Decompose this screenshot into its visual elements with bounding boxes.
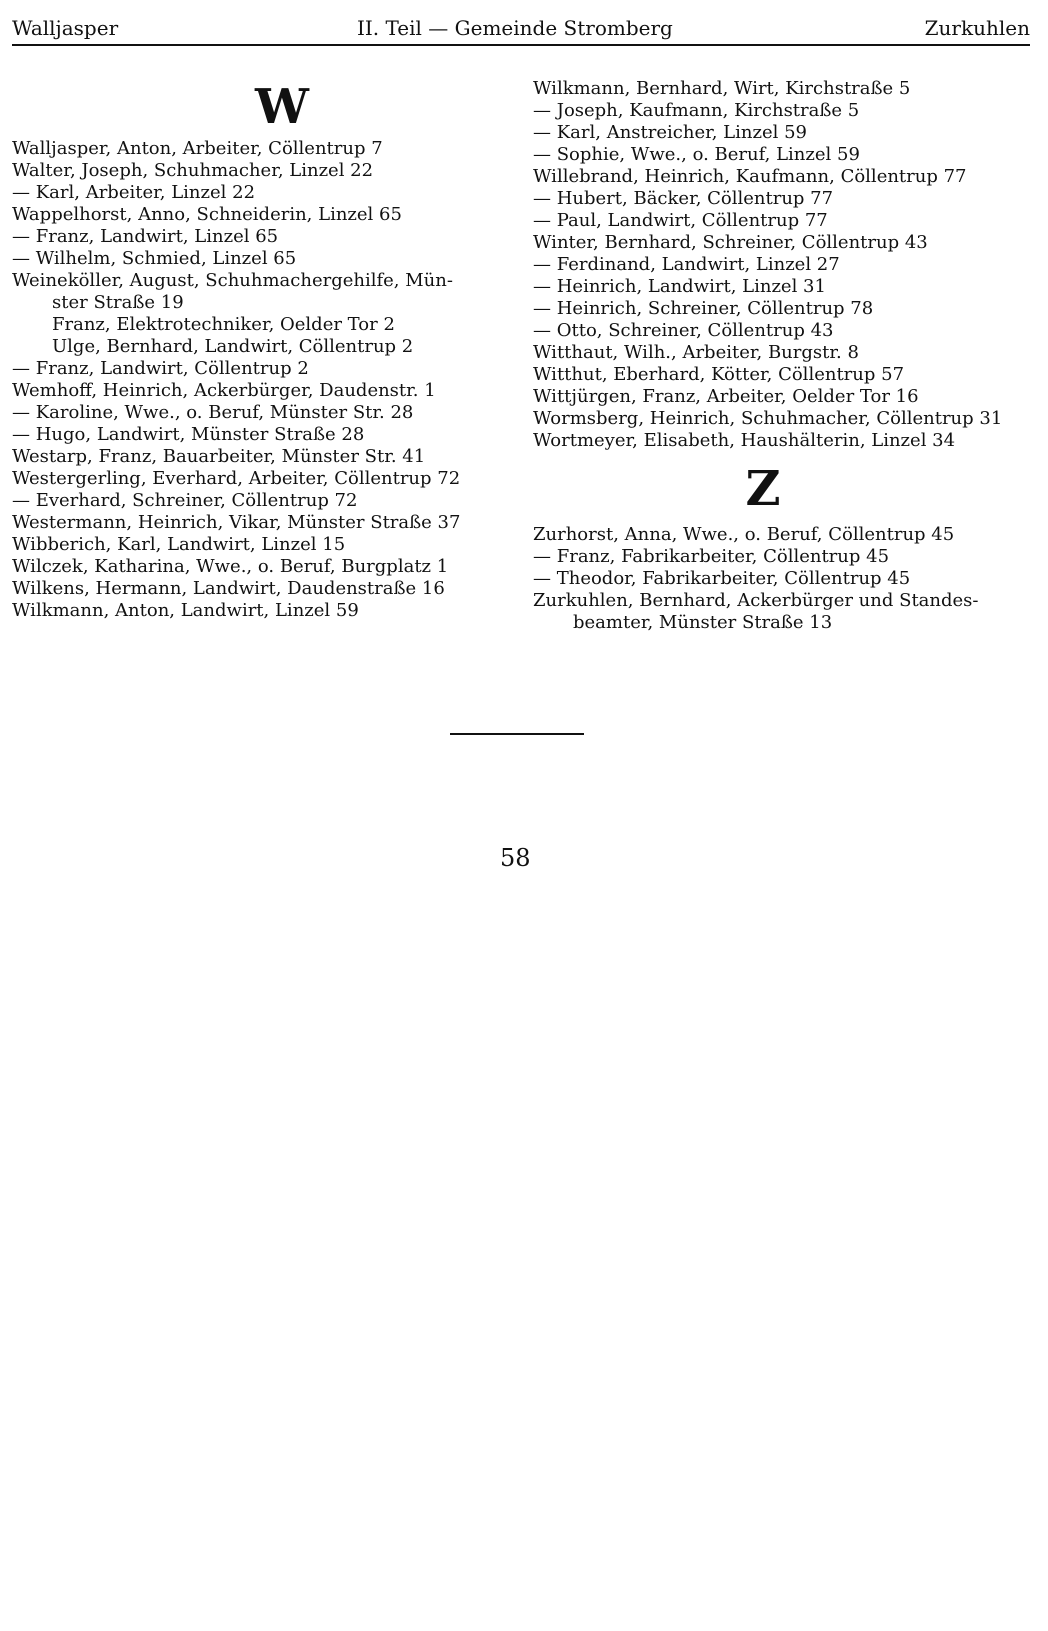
directory-entry: Westermann, Heinrich, Vikar, Münster Straße 37 <box>12 512 461 533</box>
directory-entry: — Joseph, Kaufmann, Kirchstraße 5 <box>533 100 860 121</box>
directory-entry-continuation: ster Straße 19 <box>52 292 184 313</box>
section-initial-w: W <box>255 79 309 135</box>
directory-entry: Zurhorst, Anna, Wwe., o. Beruf, Cöllentrup 45 <box>533 524 955 545</box>
section-initial-z: Z <box>745 461 781 517</box>
directory-entry: Wormsberg, Heinrich, Schuhmacher, Cöllentrup 31 <box>533 408 1003 429</box>
directory-entry: — Hugo, Landwirt, Münster Straße 28 <box>12 424 365 445</box>
directory-entry: — Wilhelm, Schmied, Linzel 65 <box>12 248 297 269</box>
header-rule <box>12 44 1030 46</box>
footer-rule <box>450 733 584 735</box>
directory-entry: — Karl, Arbeiter, Linzel 22 <box>12 182 256 203</box>
directory-entry: — Theodor, Fabrikarbeiter, Cöllentrup 45 <box>533 568 911 589</box>
directory-entry: Wilczek, Katharina, Wwe., o. Beruf, Burgplatz 1 <box>12 556 449 577</box>
header-first-entry: Walljasper <box>12 16 119 40</box>
directory-entry: Wappelhorst, Anno, Schneiderin, Linzel 65 <box>12 204 402 225</box>
directory-entry: Wemhoff, Heinrich, Ackerbürger, Daudenstr. 1 <box>12 380 436 401</box>
directory-entry: — Otto, Schreiner, Cöllentrup 43 <box>533 320 834 341</box>
directory-entry: — Heinrich, Landwirt, Linzel 31 <box>533 276 826 297</box>
directory-entry: — Hubert, Bäcker, Cöllentrup 77 <box>533 188 834 209</box>
directory-entry: Wibberich, Karl, Landwirt, Linzel 15 <box>12 534 346 555</box>
running-head <box>12 14 1030 44</box>
header-section-title: II. Teil — Gemeinde Stromberg <box>357 16 673 40</box>
directory-entry: — Everhard, Schreiner, Cöllentrup 72 <box>12 490 358 511</box>
directory-entry: Wortmeyer, Elisabeth, Haushälterin, Linzel 34 <box>533 430 956 451</box>
directory-entry: Walter, Joseph, Schuhmacher, Linzel 22 <box>12 160 374 181</box>
directory-entry: Franz, Elektrotechniker, Oelder Tor 2 <box>52 314 395 335</box>
directory-entry: Westarp, Franz, Bauarbeiter, Münster Str. 41 <box>12 446 426 467</box>
directory-entry: — Franz, Landwirt, Cöllentrup 2 <box>12 358 309 379</box>
page-number: 58 <box>500 844 531 872</box>
directory-entry-continuation: beamter, Münster Straße 13 <box>573 612 833 633</box>
directory-entry: Wilkmann, Bernhard, Wirt, Kirchstraße 5 <box>533 78 911 99</box>
directory-entry: Wilkens, Hermann, Landwirt, Daudenstraße 16 <box>12 578 445 599</box>
directory-entry: Wittjürgen, Franz, Arbeiter, Oelder Tor 16 <box>533 386 919 407</box>
directory-entry: Wilkmann, Anton, Landwirt, Linzel 59 <box>12 600 359 621</box>
directory-entry: Ulge, Bernhard, Landwirt, Cöllentrup 2 <box>52 336 414 357</box>
left-column <box>12 78 510 622</box>
directory-entry: Weineköller, August, Schuhmachergehilfe, Mün- <box>12 270 453 291</box>
directory-entry: Witthut, Eberhard, Kötter, Cöllentrup 57 <box>533 364 905 385</box>
directory-entry: — Ferdinand, Landwirt, Linzel 27 <box>533 254 840 275</box>
directory-entry: Willebrand, Heinrich, Kaufmann, Cöllentrup 77 <box>533 166 967 187</box>
directory-entry: Westergerling, Everhard, Arbeiter, Cöllentrup 72 <box>12 468 461 489</box>
directory-entry: Walljasper, Anton, Arbeiter, Cöllentrup 7 <box>12 138 383 159</box>
directory-entry: — Franz, Fabrikarbeiter, Cöllentrup 45 <box>533 546 890 567</box>
directory-entry: — Sophie, Wwe., o. Beruf, Linzel 59 <box>533 144 860 165</box>
directory-entry: — Heinrich, Schreiner, Cöllentrup 78 <box>533 298 874 319</box>
directory-entry: — Karl, Anstreicher, Linzel 59 <box>533 122 807 143</box>
directory-entry: Winter, Bernhard, Schreiner, Cöllentrup 43 <box>533 232 928 253</box>
directory-entry: — Karoline, Wwe., o. Beruf, Münster Str. 28 <box>12 402 414 423</box>
directory-entry: Witthaut, Wilh., Arbeiter, Burgstr. 8 <box>533 342 859 363</box>
directory-entry: — Franz, Landwirt, Linzel 65 <box>12 226 279 247</box>
right-column <box>533 78 1033 634</box>
directory-entry: — Paul, Landwirt, Cöllentrup 77 <box>533 210 828 231</box>
header-last-entry: Zurkuhlen <box>924 16 1030 40</box>
directory-entry: Zurkuhlen, Bernhard, Ackerbürger und Standes- <box>533 590 979 611</box>
